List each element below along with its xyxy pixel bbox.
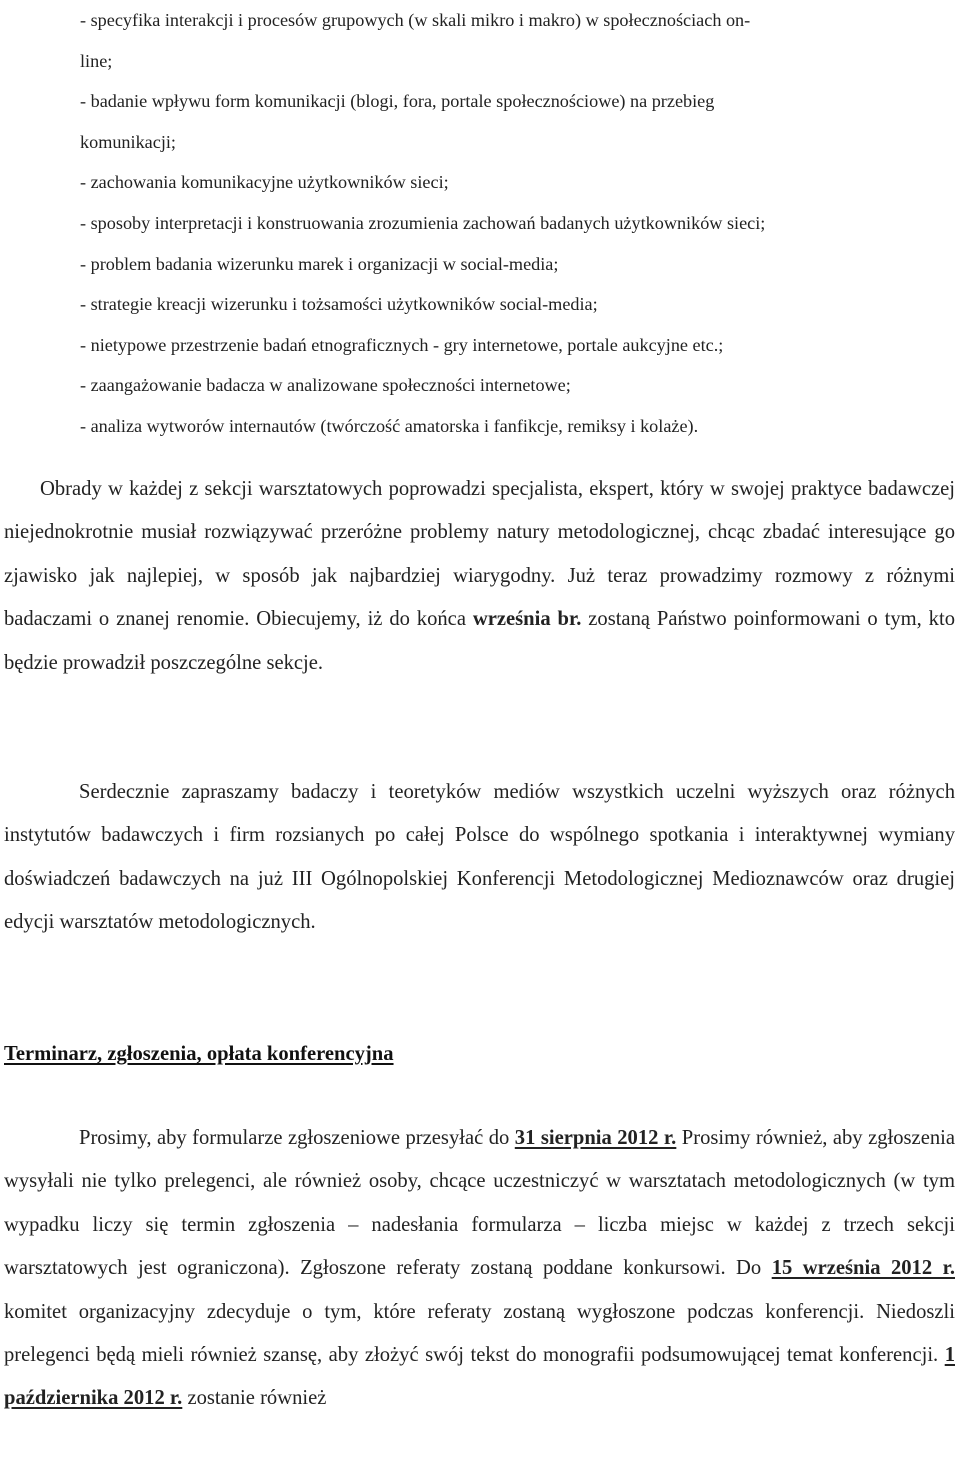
para1-text-a: Obrady w każdej z sekcji warsztatowych poprowadzi specjalista, ekspert, który w swojej praktyce badawczej niejednokrotnie musiał rozwiązywać przeróżne problemy natury metodologicznej, chcąc zbadać interesujące go zjawisko jak najlepiej, w sposób jak najbardziej wiarygodny. Już teraz prowadzimy rozmowy z różnymi badaczami o znanej renomie. Obiecujemy, iż do końca: [4, 478, 955, 631]
deadline-date-selection: 15 września 2012 r.: [771, 1257, 955, 1280]
para3-text-a: Prosimy, aby formularze zgłoszeniowe przesyłać do: [79, 1127, 515, 1149]
para1-bold-date: września br.: [472, 608, 582, 631]
workshop-leaders-paragraph: [4, 468, 955, 685]
topic-line: - nietypowe przestrzenie badań etnograficznych - gry internetowe, portale aukcyjne etc.;: [80, 334, 724, 355]
section-heading: Terminarz, zgłoszenia, opłata konferencyjna: [4, 1043, 394, 1065]
deadline-date-monograph: 1 października 2012 r.: [4, 1344, 955, 1410]
topic-line: - problem badania wizerunku marek i organizacji w social-media;: [80, 253, 559, 274]
topic-line: - analiza wytworów internautów (twórczość amatorska i fanfikcje, remiksy i kolaże).: [80, 415, 699, 436]
topic-line: - specyfika interakcji i procesów grupowych (w skali mikro i makro) w społecznościach on-: [80, 10, 751, 30]
topic-line: - zachowania komunikacyjne użytkowników sieci;: [80, 172, 449, 193]
deadline-date-registration: 31 sierpnia 2012 r.: [514, 1127, 677, 1149]
topic-line: line;: [80, 50, 113, 71]
para3-text-c: komitet organizacyjny zdecyduje o tym, które referaty zostaną wygłoszone podczas konferencji. Niedoszli prelegenci będą mieli również szansę, aby złożyć swój tekst do monografii podsumowującej temat konferencji.: [4, 1300, 955, 1367]
para3-text-d: zostanie również: [182, 1387, 327, 1410]
topic-line: - zaangażowanie badacza w analizowane społeczności internetowe;: [80, 375, 571, 396]
topic-line: - strategie kreacji wizerunku i tożsamości użytkowników social-media;: [80, 294, 598, 315]
para3-text-b: Prosimy również, aby zgłoszenia wysyłali nie tylko prelegenci, ale również osoby, chcące uczestniczyć w warsztatach metodologicznych (w tym wypadku liczy się termin zgłoszenia – nadesłania formularza – liczba miejsc w każdej z trzech sekcji warsztatowych jest ograniczona). Zgłoszone referaty zostaną poddane konkursowi. Do: [4, 1127, 955, 1280]
topic-line: - badanie wpływu form komunikacji (blogi, fora, portale społecznościowe) na przebieg: [80, 91, 715, 112]
topic-line: - sposoby interpretacji i konstruowania zrozumienia zachowań badanych użytkowników sieci;: [80, 212, 766, 233]
para2-text: Serdecznie zapraszamy badaczy i teoretyków mediów wszystkich uczelni wyższych oraz różnych instytutów badawczych i firm rozsianych po całej Polsce do wspólnego spotkania i interaktywnej wymiany doświadczeń badawczych na już III Ogólnopolskiej Konferencji Metodologicznej Medioznawców oraz drugiej edycji warsztatów metodologicznych.: [4, 781, 955, 934]
schedule-paragraph: [4, 1117, 955, 1421]
invitation-paragraph: [4, 771, 955, 945]
topic-list: [80, 0, 940, 447]
topic-line: komunikacji;: [80, 131, 176, 152]
para1-text-b: zostaną Państwo poinformowani o tym, kto będzie prowadził poszczególne sekcje.: [4, 608, 955, 674]
